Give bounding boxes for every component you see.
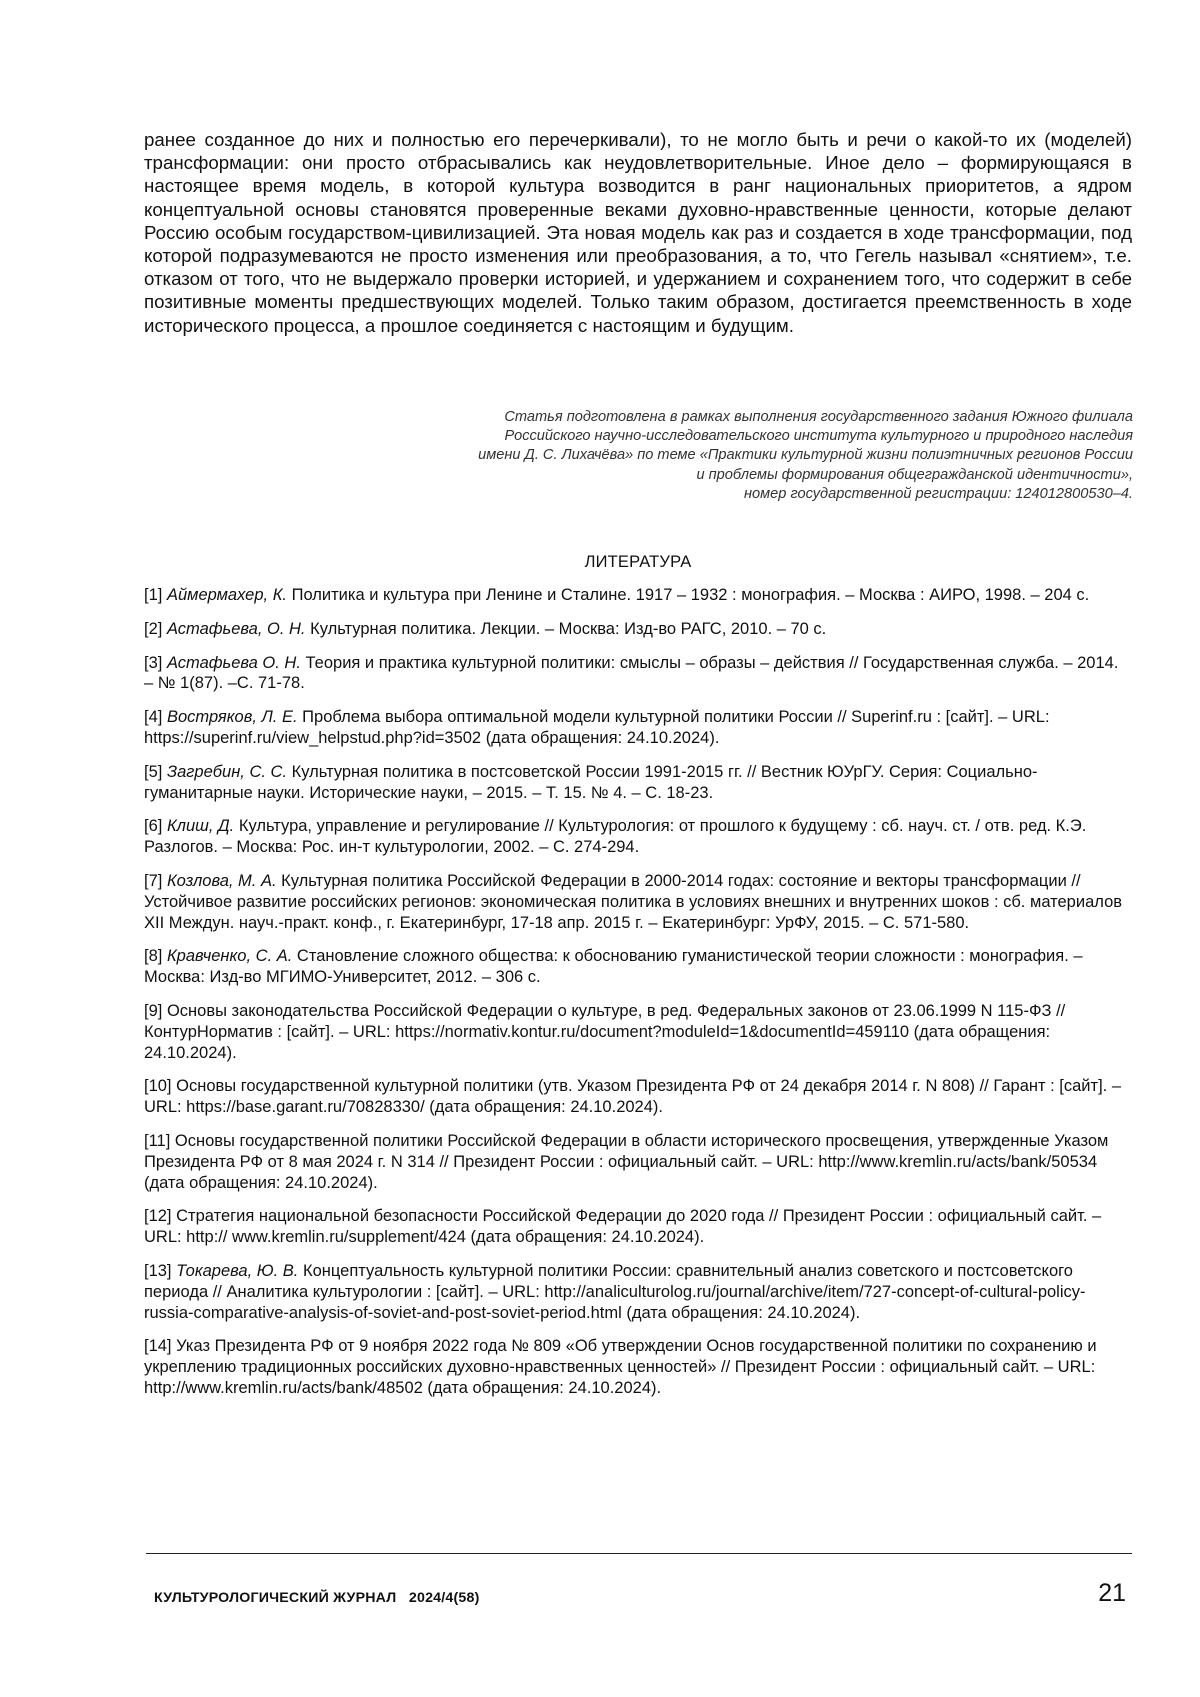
reference-text: Основы государственной политики Российской Федерации в области исторического просвещения, утвержденные Указом Президента РФ от 8 мая 2024 г. N 314 // Президент России : официальный сайт. – URL: http://www.kremlin.ru/acts/bank/50534 (дата обращения: 24.10.2024). — [144, 1131, 1109, 1192]
reference-number: [13] — [144, 1261, 172, 1280]
journal-name: КУЛЬТУРОЛОГИЧЕСКИЙ ЖУРНАЛ — [154, 1590, 397, 1606]
acknowledgement-line: Российского научно-исследовательского института культурного и природного наследия — [504, 428, 1133, 445]
reference-item — [144, 1336, 1132, 1398]
body-paragraph: ранее созданное до них и полностью его перечеркивали), то не могло быть и речи о какой-то их (моделей) трансформации: они просто отбрасывались как неудовлетворительные. Иное дело – формирующаяся в настоящее время модель, в которой культура возводится в ранг национальных приоритетов, а ядром концептуальной основы становятся проверенные веками духовно-нравственные ценности, которые делают Россию особым государством-цивилизацией. Эта новая модель как раз и создается в ходе трансформации, под которой подразумеваются не просто изменения или преобразования, а то, что Гегель называл «снятием», т.е. отказом от того, что не выдержало проверки историей, и удержанием и сохранением того, что содержит в себе позитивные моменты предшествующих моделей. Только таким образом, достигается преемственность в ходе исторического процесса, а прошлое соединяется с настоящим и будущим. — [144, 129, 1132, 336]
acknowledgement-line: и проблемы формирования общегражданской идентичности», — [696, 466, 1133, 483]
reference-text: Проблема выбора оптимальной модели культурной политики России // Superinf.ru : [сайт]. – URL: https://superinf.ru/view_helpstud.php?id=3502 (дата обращения: 24.10.2024). — [144, 708, 1050, 747]
reference-number: [3] — [144, 653, 163, 672]
reference-author: Аймермахер, К. — [166, 586, 287, 604]
reference-number: [1] — [144, 586, 163, 604]
journal-issue: 2024/4(58) — [408, 1590, 480, 1606]
reference-number: [12] — [144, 1207, 172, 1226]
reference-item — [144, 1131, 1132, 1193]
reference-author: Астафьева, О. Н. — [166, 619, 306, 638]
reference-text: Политика и культура при Ленине и Сталине. 1917 – 1932 : монография. – Москва : АИРО, 1998. – 204 с. — [291, 586, 1090, 604]
reference-item — [144, 653, 1132, 695]
reference-item — [144, 762, 1132, 804]
acknowledgement-line: номер государственной регистрации: 124012800530–4. — [744, 485, 1133, 502]
reference-author: Козлова, М. А. — [166, 871, 277, 890]
reference-text: Основы государственной культурной политики (утв. Указом Президента РФ от 24 декабря 2014 г. N 808) // Гарант : [сайт]. – URL: https://base.garant.ru/70828330/ (дата обращения: 24.10.2024). — [144, 1077, 1121, 1117]
reference-item — [144, 707, 1132, 749]
reference-text: Стратегия национальной безопасности Российской Федерации до 2020 года // Президент России : официальный сайт. – URL: http:// www.kremlin.ru/supplement/424 (дата обращения: 24.10.2024). — [144, 1207, 1102, 1247]
reference-number: [11] — [144, 1131, 171, 1150]
reference-item — [144, 1206, 1132, 1248]
page-number: 21 — [1098, 1579, 1126, 1607]
reference-item — [144, 1076, 1132, 1118]
acknowledgement-line: имени Д. С. Лихачёва» по теме «Практики культурной жизни полиэтничных регионов России — [478, 447, 1133, 464]
reference-number: [6] — [144, 817, 163, 836]
reference-item — [144, 585, 1132, 606]
footer-journal-title — [154, 1590, 480, 1606]
reference-text: Указ Президента РФ от 9 ноября 2022 года № 809 «Об утверждении Основ государственной политики по сохранению и укреплению традиционных российских духовно-нравственных ценностей» // Президент России : официальный сайт. – URL: http://www.kremlin.ru/acts/bank/48502 (дата обращения: 24.10.2024). — [144, 1337, 1097, 1397]
reference-author: Токарева, Ю. В. — [176, 1261, 299, 1280]
reference-text: Культурная политика Российской Федерации в 2000-2014 годах: состояние и векторы трансформации // Устойчивое развитие российских регионов: экономическая политика в условиях внешних и внутренних шоков : сб. материалов XII Междун. науч.-практ. конф., г. Екатеринбург, 17-18 апр. 2015 г. – Екатеринбург: УрФУ, 2015. – С. 571-580. — [144, 871, 1123, 932]
reference-number: [4] — [144, 708, 163, 727]
reference-list — [144, 585, 1132, 1412]
reference-text: Становление сложного общества: к обоснованию гуманистической теории сложности : монография. – Москва: Изд-во МГИМО-Университет, 2012. – 306 с. — [144, 947, 1083, 987]
acknowledgement-note — [350, 408, 1133, 504]
reference-item — [144, 816, 1132, 858]
reference-text: Культура, управление и регулирование // Культурология: от прошлого к будущему : сб. науч. ст. / отв. ред. К.Э. Разлогов. – Москва: Рос. ин-т культурологии, 2002. – С. 274-294. — [144, 817, 1087, 857]
reference-text: Концептуальность культурной политики России: сравнительный анализ советского и постсоветского периода // Аналитика культурологии : [сайт]. – URL: http://analiculturolog.ru/journal/archive/item/727-concept-of-cultural-policy-russia-comparative-analysis-of-soviet-and-post-soviet-period.html (дата обращения: 24.10.2024). — [144, 1261, 1086, 1322]
reference-text: Культурная политика в постсоветской России 1991-2015 гг. // Вестник ЮУрГУ. Серия: Социально-гуманитарные науки. Исторические науки, – 2015. – Т. 15. № 4. – С. 18-23. — [144, 762, 1038, 802]
reference-number: [7] — [144, 871, 163, 890]
reference-number: [5] — [144, 762, 163, 781]
literature-heading: ЛИТЕРАТУРА — [584, 553, 692, 571]
reference-item — [144, 1001, 1132, 1063]
reference-author: Кравченко, С. А. — [166, 947, 293, 966]
reference-number: [2] — [144, 619, 163, 638]
reference-item — [144, 619, 1132, 640]
reference-number: [9] — [144, 1001, 163, 1020]
reference-number: [10] — [144, 1077, 172, 1096]
reference-author: Загребин, С. С. — [166, 762, 288, 781]
reference-item — [144, 1261, 1132, 1323]
acknowledgement-line: Статья подготовлена в рамках выполнения государственного задания Южного филиала — [504, 409, 1133, 425]
reference-item — [144, 871, 1132, 933]
reference-author: Астафьева О. Н. — [166, 653, 301, 672]
reference-text: Культурная политика. Лекции. – Москва: Изд-во РАГС, 2010. – 70 с. — [310, 619, 827, 638]
reference-number: [8] — [144, 947, 163, 966]
reference-text: Теория и практика культурной политики: смыслы – образы – действия // Государственная служба. – 2014. – № 1(87). –С. 71-78. — [144, 653, 1119, 693]
reference-item — [144, 946, 1132, 988]
reference-author: Клиш, Д. — [166, 817, 235, 836]
reference-text: Основы законодательства Российской Федерации о культуре, в ред. Федеральных законов от 23.06.1999 N 115-ФЗ // КонтурНорматив : [сайт]. – URL: https://normativ.kontur.ru/document?moduleId=1&documentId=459110 (дата обращения: 24.10.2024). — [144, 1001, 1066, 1062]
footer-divider — [146, 1553, 1132, 1554]
reference-author: Востряков, Л. Е. — [166, 708, 298, 727]
reference-number: [14] — [144, 1337, 172, 1356]
